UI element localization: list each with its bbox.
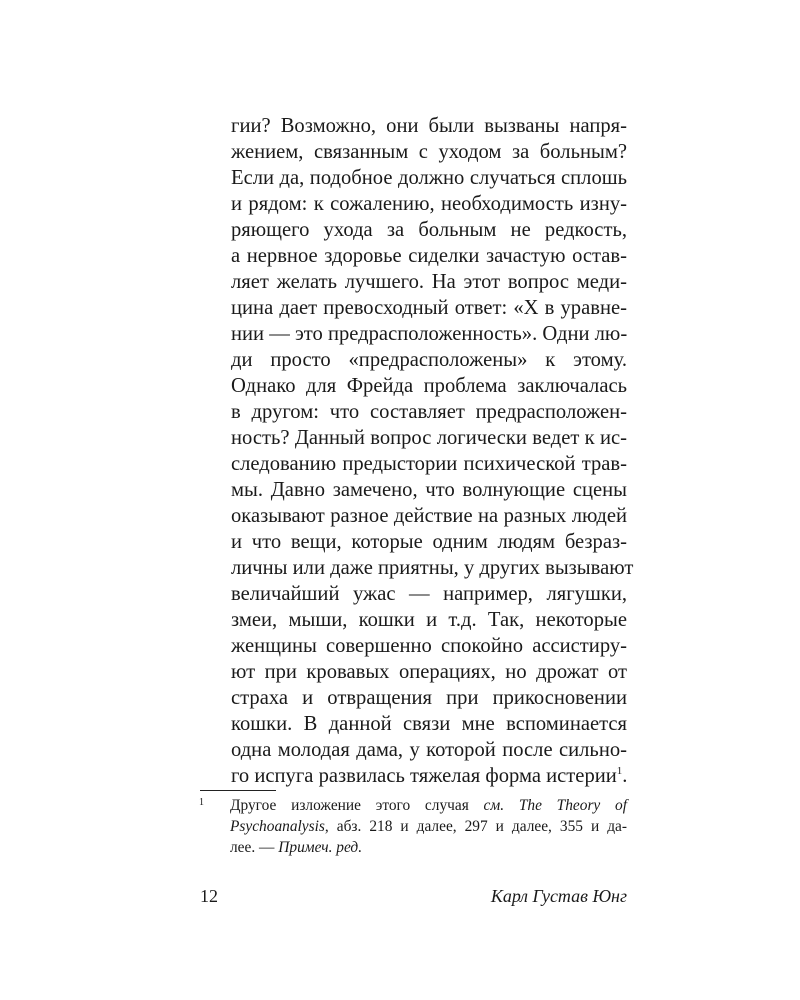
footnote-book-title: Psychoanalysis [230, 818, 325, 835]
body-line-text: го испуга развилась тяжелая форма истерии [231, 765, 617, 787]
body-line: нии — это предрасположенность». Одни лю- [231, 323, 628, 345]
body-line: змеи, мыши, кошки и т.д. Так, некоторые [231, 609, 627, 631]
body-line: одна молодая дама, у которой после сильно- [231, 739, 627, 761]
body-line: мы. Давно замечено, что волнующие сцены [231, 479, 627, 501]
footnote-text: , абз. 218 и далее, 297 и далее, 355 и да- [324, 818, 627, 835]
body-line: ность? Данный вопрос логически ведет к ис- [231, 427, 627, 449]
footnote-separator [200, 790, 276, 791]
footnote-see: см. [483, 797, 505, 814]
body-line: женщины совершенно спокойно ассистиру- [231, 635, 627, 657]
body-line: величайший ужас — например, лягушки, [231, 583, 627, 605]
body-line: Однако для Фрейда проблема заключалась [231, 375, 627, 397]
body-line: ди просто «предрасположены» к этому. [231, 349, 627, 371]
body-line: ют при кровавых операциях, но дрожат от [231, 661, 627, 683]
body-line: в другом: что составляет предрасположен- [231, 401, 627, 423]
body-line: цина дает превосходный ответ: «X в уравне- [231, 297, 627, 319]
body-line: личны или даже приятны, у других вызывают [231, 557, 634, 579]
body-line: оказывают разное действие на разных людей [231, 505, 627, 527]
footnote-editor-note: Примеч. ред. [278, 839, 363, 856]
footnote-line [230, 795, 627, 816]
body-line: гии? Возможно, они были вызваны напря- [231, 115, 627, 137]
body-line: страха и отвращения при прикосновении [231, 687, 627, 709]
running-head-author: Карл Густав Юнг [490, 886, 627, 906]
footnote-text: лее. — [230, 839, 279, 856]
body-line: следованию предыстории психической трав- [231, 453, 627, 475]
body-line: а нервное здоровье сиделки зачастую остав- [231, 245, 627, 267]
footnote-reference: 1 [616, 765, 623, 778]
body-line: жением, связанным с уходом за больным? [231, 141, 627, 163]
footnote-text: Другое изложение этого случая [230, 797, 484, 814]
body-line: и что вещи, которые одним людям безраз- [231, 531, 627, 553]
body-line: Если да, подобное должно случаться сплошь [231, 167, 627, 189]
footnote-book-title: The Theory of [504, 797, 627, 814]
page-number: 12 [200, 886, 218, 906]
body-line: ляет желать лучшего. На этот вопрос меди- [231, 271, 627, 293]
body-line: кошки. В данной связи мне вспоминается [231, 713, 627, 735]
body-line: и рядом: к сожалению, необходимость изну- [231, 193, 627, 215]
footnote-line [230, 816, 627, 837]
footnote-marker: 1 [199, 797, 204, 808]
body-line-last: го испуга развилась тяжелая форма истерии$^1$. [231, 765, 628, 787]
body-line: ряющего ухода за больным не редкость, [231, 219, 627, 241]
footnote-line [230, 837, 627, 858]
